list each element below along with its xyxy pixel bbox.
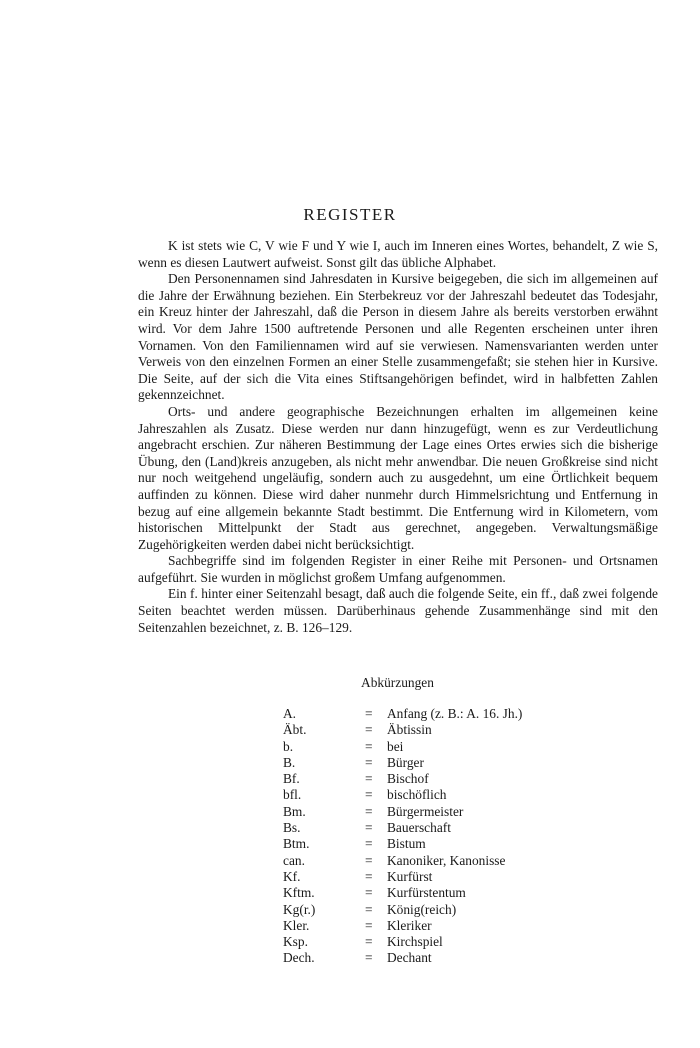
abbreviation-row xyxy=(283,755,583,771)
abbreviation-row xyxy=(283,853,583,869)
abbreviation-row xyxy=(283,722,583,738)
abbreviation-meaning: bei xyxy=(387,738,404,754)
equals-sign: = xyxy=(365,868,373,884)
abbreviation: Dech. xyxy=(283,950,315,966)
abbreviation-row xyxy=(283,918,583,934)
abbreviation-row xyxy=(283,820,583,836)
abbreviation: Kf. xyxy=(283,868,301,884)
equals-sign: = xyxy=(365,836,373,852)
abbreviation-row xyxy=(283,739,583,755)
abbreviation-meaning: Bauerschaft xyxy=(387,820,451,836)
equals-sign: = xyxy=(365,803,373,819)
abbreviation-row xyxy=(283,706,583,722)
abbreviation-row xyxy=(283,934,583,950)
paragraph: Sachbegriffe sind im folgenden Register in einer Reihe mit Personen- und Ortsnamen aufgeführt. Sie wurden in möglichst großem Umfang aufgenommen. xyxy=(138,553,658,585)
equals-sign: = xyxy=(365,754,373,770)
abbreviation-row xyxy=(283,771,583,787)
abbreviation-meaning: Kurfürstentum xyxy=(387,885,466,901)
abbreviation-row xyxy=(283,950,583,966)
abbreviation-meaning: Anfang (z. B.: A. 16. Jh.) xyxy=(387,706,523,721)
equals-sign: = xyxy=(365,885,373,901)
abbreviation: Bm. xyxy=(283,803,306,819)
abbreviation: Btm. xyxy=(283,836,310,852)
intro-text xyxy=(138,238,658,636)
equals-sign: = xyxy=(365,901,373,917)
equals-sign: = xyxy=(365,950,373,966)
equals-sign: = xyxy=(365,738,373,754)
paragraph: Ein f. hinter einer Seitenzahl besagt, daß auch die folgende Seite, ein ff., daß zwei folgende Seiten beachtet werden müssen. Darüberhinaus gehende Zusammenhänge sind mit den Seitenzahlen bezeichnet, z. B. 126–129. xyxy=(138,586,658,635)
abbreviation-row xyxy=(283,787,583,803)
abbreviation-meaning: Kleriker xyxy=(387,917,432,933)
paragraph: K ist stets wie C, V wie F und Y wie I, auch im Inneren eines Wortes, behandelt, Z wie S, wenn es diesen Lautwert aufweist. Sonst gilt das übliche Alphabet. xyxy=(138,238,658,270)
abbreviation-meaning: Kirchspiel xyxy=(387,934,443,950)
page-title: REGISTER xyxy=(303,205,397,224)
equals-sign: = xyxy=(365,934,373,950)
abbreviation: Kg(r.) xyxy=(283,901,316,917)
abbreviations-heading: Abkürzungen xyxy=(361,675,434,690)
abbreviation-meaning: Bürger xyxy=(387,754,424,770)
abbreviation: bfl. xyxy=(283,787,302,803)
abbreviation: Kler. xyxy=(283,917,310,933)
abbreviation: B. xyxy=(283,754,296,770)
abbreviation-row xyxy=(283,869,583,885)
equals-sign: = xyxy=(365,852,373,868)
abbreviation: Bf. xyxy=(283,771,300,787)
abbreviation-meaning: Bistum xyxy=(387,836,426,852)
abbreviation-row xyxy=(283,804,583,820)
abbreviation: b. xyxy=(283,738,294,754)
abbreviation: Äbt. xyxy=(283,722,307,738)
abbreviation-meaning: Kanoniker, Kanonisse xyxy=(387,852,506,868)
abbreviation: Bs. xyxy=(283,820,301,836)
equals-sign: = xyxy=(365,706,373,721)
equals-sign: = xyxy=(365,820,373,836)
abbreviation-meaning: Bischof xyxy=(387,771,429,787)
abbreviation-meaning: Bürgermeister xyxy=(387,803,464,819)
abbreviation-meaning: bischöflich xyxy=(387,787,447,803)
abbreviation-row xyxy=(283,902,583,918)
abbreviation: can. xyxy=(283,852,305,868)
abbreviation: Kftm. xyxy=(283,885,315,901)
equals-sign: = xyxy=(365,917,373,933)
abbreviation-row xyxy=(283,885,583,901)
abbreviation-meaning: Dechant xyxy=(387,950,432,966)
abbreviation: A. xyxy=(283,706,297,721)
abbreviation-meaning: König(reich) xyxy=(387,901,457,917)
paragraph: Orts- und andere geographische Bezeichnungen erhalten im allgemeinen keine Jahreszahlen als Zusatz. Diese werden nur dann hinzugefügt, wenn es zur Verdeutlichung angebracht erschien. Zur näheren Bestimmung der Lage eines Ortes erwies sich die bisherige Übung, den (Land)kreis anzugeben, als nicht mehr anwendbar. Die neuen Großkreise sind nicht nur noch weitgehend ungeläufig, sondern auch zu ausgedehnt, um eine Örtlichkeit bequem auffinden zu können. Diese wird daher nunmehr durch Himmelsrichtung und Entfernung in bezug auf eine allgemein bekannte Stadt bestimmt. Die Entfernung wird in Kilometern, vom historischen Mittelpunkt der Stadt aus gerechnet, angegeben. Verwaltungsmäßige Zugehörigkeiten werden dabei nicht berücksichtigt. xyxy=(138,403,658,552)
equals-sign: = xyxy=(365,722,373,738)
abbreviation-row xyxy=(283,836,583,852)
abbreviation: Ksp. xyxy=(283,934,308,950)
paragraph: Den Personennamen sind Jahresdaten in Kursive beigegeben, die sich im allgemeinen auf die Jahre der Erwähnung beziehen. Ein Sterbekreuz vor der Jahreszahl bedeutet das Todesjahr, ein Kreuz hinter der Jahreszahl, daß die Person in diesem Jahre als bereits verstorben erwähnt wird. Vor dem Jahre 1500 auftretende Personen und alle Regenten erscheinen unter ihren Vornamen. Von den Familiennamen wird auf sie verwiesen. Namensvarianten werden unter Verweis von den einzelnen Formen an einer Stelle zusammengefaßt; sie stehen hier in Kursive. Die Seite, auf der sich die Vita eines Stiftsangehörigen befindet, wird in halbfetten Zahlen gekennzeichnet. xyxy=(138,271,658,403)
equals-sign: = xyxy=(365,787,373,803)
abbreviation-meaning: Äbtissin xyxy=(387,722,432,738)
abbreviation-meaning: Kurfürst xyxy=(387,868,433,884)
equals-sign: = xyxy=(365,771,373,787)
abbreviations-list xyxy=(283,706,583,967)
